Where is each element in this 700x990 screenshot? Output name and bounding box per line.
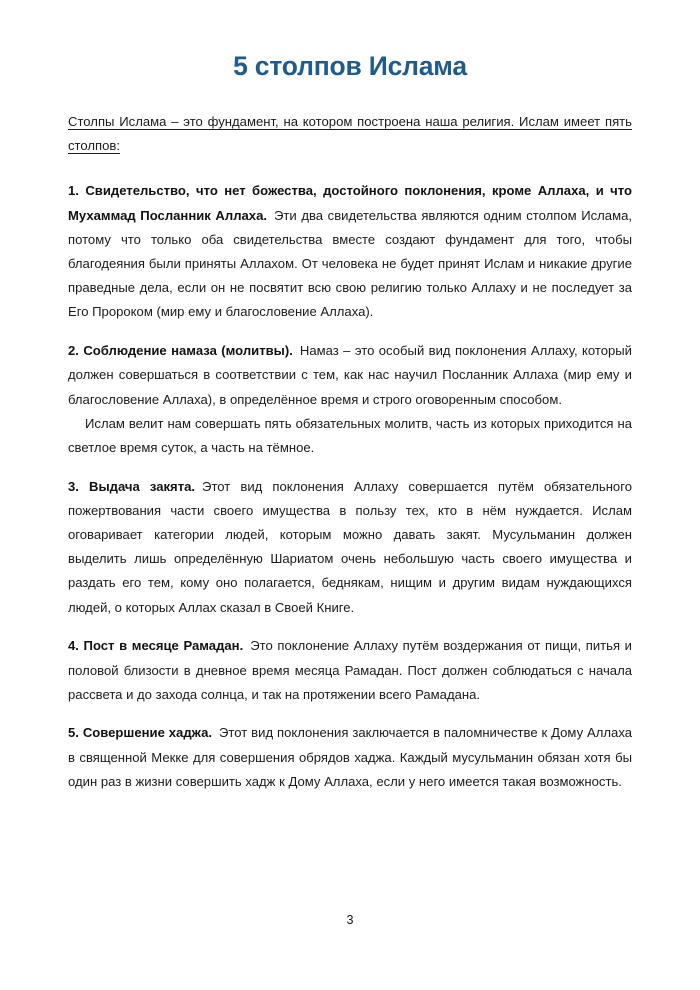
pillar-body-1: Эти два свидетельства являются одним столпом Ислама, потому что только оба свидетельства вместе создают фундамент для того, чтобы благодеяния были приняты Аллахом. От человека не будет принят Ислам и никакие другие праведные дела, если он не посвятит всю свою религию только Аллаху и не последует за Его Пророком (мир ему и благословение Аллаха). [68,207,632,320]
pillar-body-3: Этот вид поклонения Аллаху совершается путём обязательного пожертвования части своего имущества в пользу тех, кто в нём нуждается. Ислам оговаривает категории людей, которым можно давать закят. Мусульманин должен выделить лишь определённую Шариатом очень небольшую часть своего имущества и раздать его тем, кому оно полагается, беднякам, нищим и другим видам нуждающихся людей, о которых Аллах сказал в Своей Книге. [68,478,632,615]
pillar-body-2: Намаз – это особый вид поклонения Аллаху, который должен совершаться в соответствии с тем, как нас научил Посланник Аллаха (мир ему и благословение Аллаха), в определённое время и строго оговоренным способом. [68,343,632,407]
pillar-continuation-2: Ислам велит нам совершать пять обязательных молитв, часть из которых приходится на светлое время суток, а часть на тёмное. [68,415,632,455]
pillar-body-4: Это поклонение Аллаху путём воздержания от пищи, питья и половой близости в дневное время месяца Рамадан. Пост должен соблюдаться с начала рассвета и до захода солнца, и так на протяжении всего Рамадана. [68,638,632,702]
pillar-paragraph-4 [68,634,632,707]
pillar-lead-5: 5. Совершение хаджа. [68,725,213,741]
pillar-paragraph-5 [68,721,632,794]
pillar-lead-1: 1. Свидетельство, что нет божества, достойного поклонения, кроме Аллаха, и что Мухаммад Посланник Аллаха. [68,183,632,223]
intro-paragraph: Столпы Ислама – это фундамент, на котором построена наша религия. Ислам имеет пять столпов: [68,114,632,154]
document-body [68,110,632,794]
pillar-body-5: Этот вид поклонения заключается в паломничестве к Дому Аллаха в священной Мекке для совершения обрядов хаджа. Каждый мусульманин обязан хотя бы один раз в жизни совершить хадж к Дому Аллаха, если у него имеется такая возможность. [68,725,633,789]
pillar-lead-2: 2. Соблюдение намаза (молитвы). [68,343,293,359]
pillar-paragraph-3 [68,475,632,620]
pillar-lead-4: 4. Пост в месяце Рамадан. [68,638,244,654]
pillar-lead-3: 3. Выдача закята. [68,478,196,494]
pillar-paragraph-1 [68,179,632,324]
pillar-paragraph-2 [68,339,632,412]
page-number: 3 [346,913,354,927]
page-title: 5 столпов Ислама [233,50,467,81]
